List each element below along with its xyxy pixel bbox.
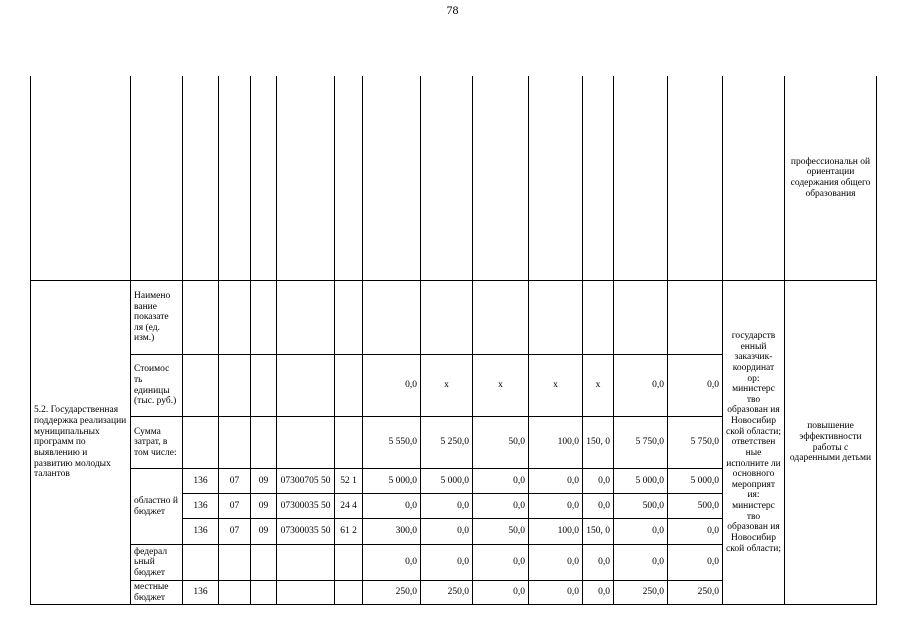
section-title: 5.2. Государственная поддержка реализации муниципальных программ по выявлению и развитию молодых талантов <box>31 281 131 605</box>
row-label: Наимено вание показате ля (ед. изм.) <box>131 281 183 355</box>
result-text-prev: профессиональн ой ориентации содержания общего образования <box>785 76 877 281</box>
table-row: федерал ьный бюджет 0,0 0,0 0,0 0,0 0,0 0,0 0,0 <box>31 545 877 581</box>
page-number: 78 <box>446 3 459 17</box>
table-row <box>31 281 877 355</box>
table-row: 136 07 09 07300035 50 24 4 0,0 0,0 0,0 0,0 0,0 500,0 500,0 <box>31 494 877 519</box>
continuation-row <box>31 76 877 281</box>
table-row: Стоимос ть единицы (тыс. руб.) 0,0 x x x x 0,0 0,0 <box>31 355 877 417</box>
table-row: Сумма затрат, в том числе: 5 550,0 5 250,0 50,0 100,0 150, 0 5 750,0 5 750,0 <box>31 417 877 469</box>
row-label: Сумма затрат, в том числе: <box>131 417 183 469</box>
row-label: местные бюджет <box>131 581 183 605</box>
cell <box>31 76 131 281</box>
row-label: федерал ьный бюджет <box>131 545 183 581</box>
regional-budget-label: областно й бюджет <box>131 469 183 545</box>
result-cell: повышение эффективности работы с одаренными детьми <box>785 281 877 605</box>
table-row: областно й бюджет 136 07 09 07300705 50 52 1 5 000,0 5 000,0 0,0 0,0 0,0 5 000,0 5 000,0 <box>31 469 877 494</box>
table-row: местные бюджет 136 250,0 250,0 0,0 0,0 0,0 250,0 250,0 <box>31 581 877 605</box>
program-table <box>30 76 877 605</box>
executor-cell: государств енный заказчик-координат ор: министерс тво образован ия Новосибир ской области; ответствен ные исполните ли основного мероприят ия: министерс тво образован ия Новосибир ской области; <box>723 281 785 605</box>
table-row: 136 07 09 07300035 50 61 2 300,0 0,0 50,0 100,0 150, 0 0,0 0,0 <box>31 519 877 545</box>
row-label: Стоимос ть единицы (тыс. руб.) <box>131 355 183 417</box>
